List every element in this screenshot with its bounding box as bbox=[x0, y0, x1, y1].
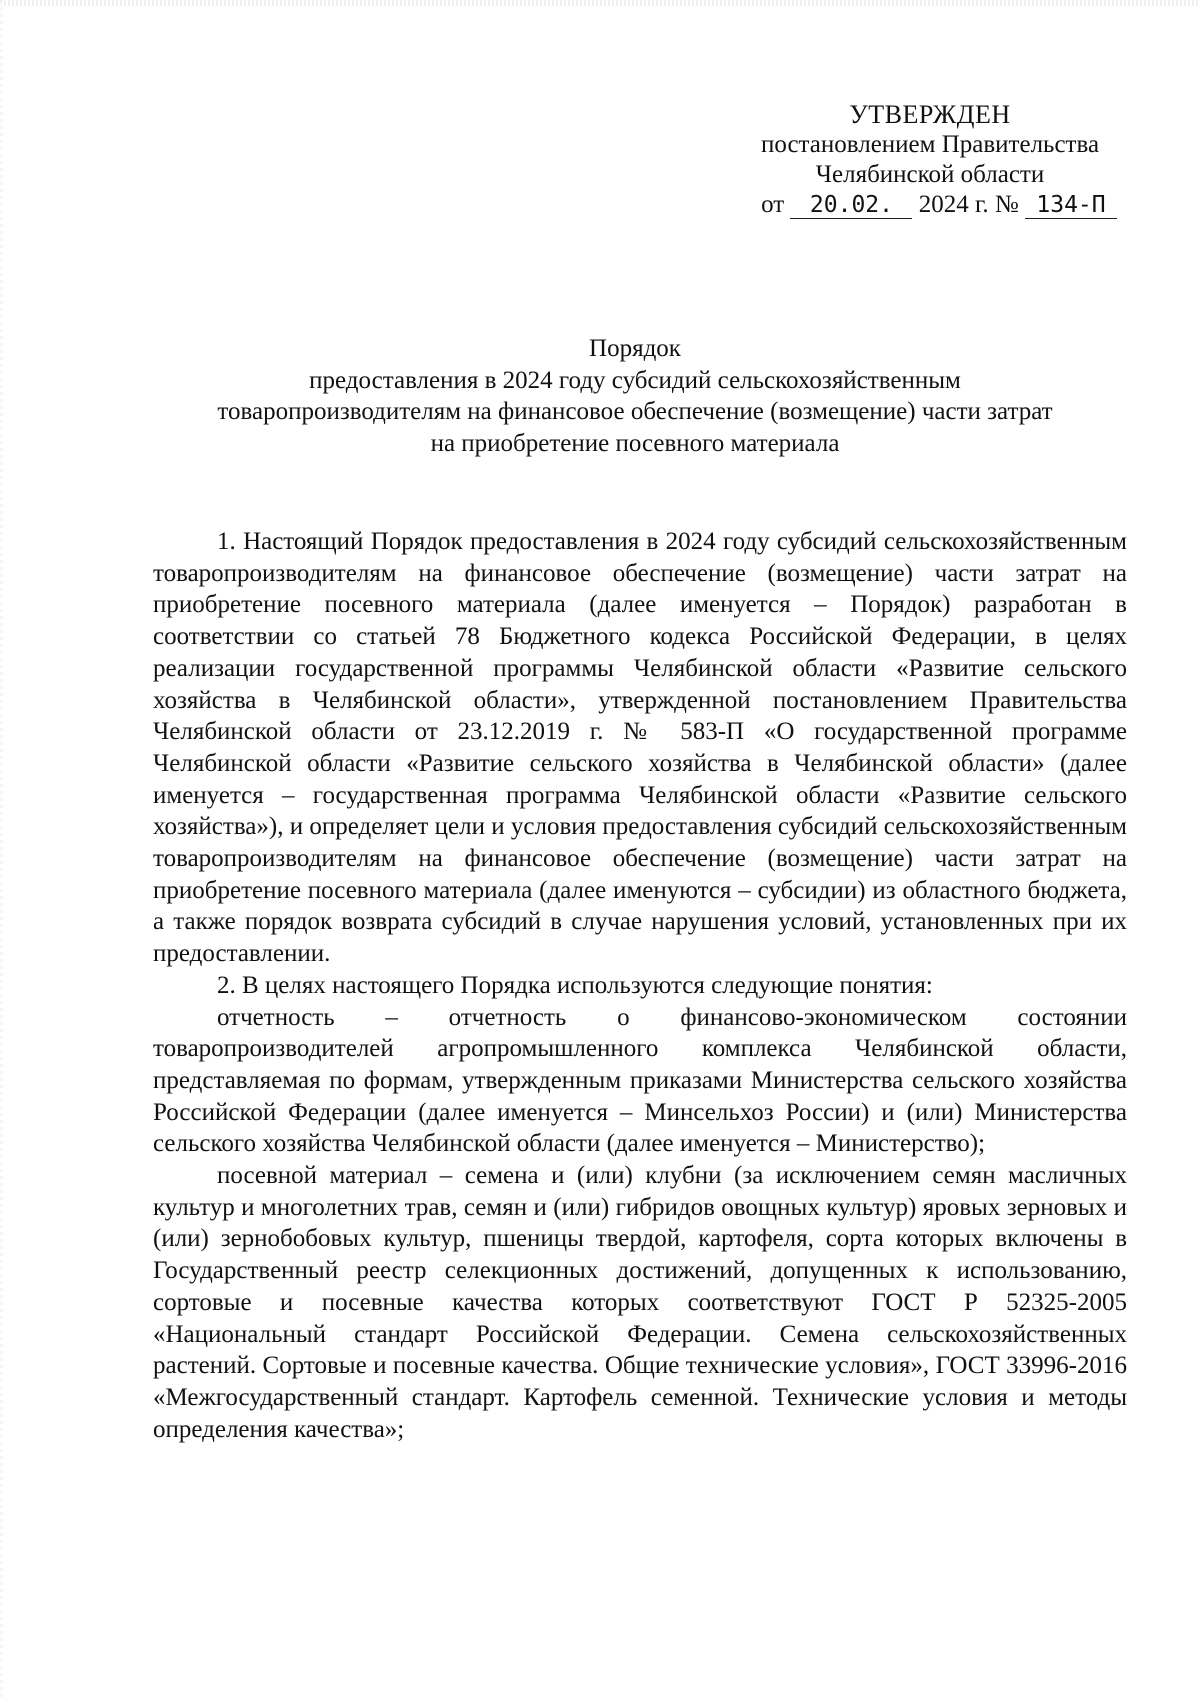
paragraph-definition-reporting: отчетность – отчетность о финансово-экономическом состоянии товаропроизводителей агропромышленного комплекса Челябинской области, представляемая по формам, утвержденным приказами Министерства сельского хозяйства Российской Федерации (далее именуется – Минсельхоз России) и (или) Министерства сельского хозяйства Челябинской области (далее именуется – Министерство); bbox=[153, 1003, 1127, 1158]
title-line-3: на приобретение посевного материала bbox=[430, 429, 840, 457]
number-field: 134-П bbox=[1025, 192, 1117, 219]
approval-title: УТВЕРЖДЕН bbox=[849, 100, 1011, 129]
approval-line-1: постановлением Правительства bbox=[760, 131, 1100, 158]
date-prefix: от bbox=[761, 191, 785, 218]
document-title bbox=[140, 333, 1130, 459]
paragraph-1: 1. Настоящий Порядок предоставления в 2024 году субсидий сельскохозяйственным товаропроизводителям на финансовое обеспечение (возмещение) части затрат на приобретение посевного материала (далее именуется – Порядок) разработан в соответствии со статьей 78 Бюджетного кодекса Российской Федерации, в целях реализации государственной программы Челябинской области «Развитие сельского хозяйства в Челябинской области», утвержденной постановлением Правительства Челябинской области от 23.12.2019 г. № 583-П «О государственной программе Челябинской области «Развитие сельского хозяйства в Челябинской области» (далее именуется – государственная программа Челябинской области «Развитие сельского хозяйства»), и определяет цели и условия предоставления субсидий сельскохозяйственным товаропроизводителям на финансовое обеспечение (возмещение) части затрат на приобретение посевного материала (далее именуются – субсидии) из областного бюджета, а также порядок возврата субсидий в случае нарушения условий, установленных при их предоставлении. bbox=[153, 528, 1127, 968]
approval-date-line bbox=[735, 190, 1125, 220]
title-line-2: товаропроизводителям на финансовое обеспечение (возмещение) части затрат bbox=[217, 398, 1053, 425]
paragraph-definition-seed-material: посевной материал – семена и (или) клубни (за исключением семян масличных культур и многолетних трав, семян и (или) гибридов овощных культур) яровых зерновых и (или) зернобобовых культур, пшеницы твердой, картофеля, сорта которых включены в Государственный реестр селекционных достижений, допущенных к использованию, сортовые и посевные качества которых соответствуют ГОСТ Р 52325-2005 «Национальный стандарт Российской Федерации. Семена сельскохозяйственных растений. Сортовые и посевные качества. Общие технические условия», ГОСТ 33996-2016 «Межгосударственный стандарт. Картофель семенной. Технические условия и методы определения качества»; bbox=[153, 1162, 1127, 1443]
approval-block bbox=[735, 100, 1125, 220]
year-text: 2024 г. № bbox=[918, 191, 1019, 218]
scan-edge-top bbox=[0, 0, 1200, 6]
date-field: 20.02. bbox=[790, 192, 912, 219]
title-line-1: предоставления в 2024 году субсидий сельскохозяйственным bbox=[309, 366, 961, 394]
approval-line-2: Челябинской области bbox=[815, 161, 1045, 188]
paragraph-2: 2. В целях настоящего Порядка используются следующие понятия: bbox=[217, 971, 933, 999]
document-body bbox=[153, 526, 1127, 1445]
scan-edge-left bbox=[0, 0, 3, 1698]
title-heading: Порядок bbox=[589, 335, 681, 362]
